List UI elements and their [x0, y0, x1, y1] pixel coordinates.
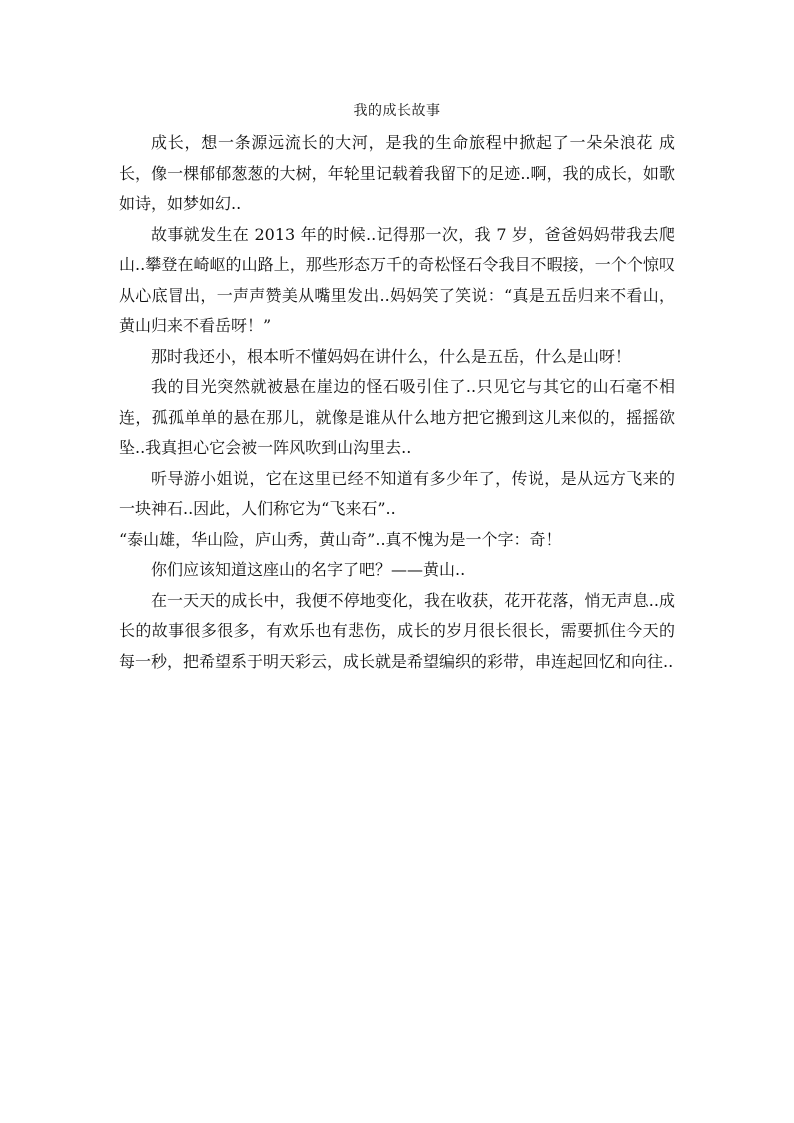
document-title: 我的成长故事 — [353, 103, 441, 119]
document-body — [119, 128, 675, 677]
paragraph-4: 我的目光突然就被悬在崖边的怪石吸引住了..只见它与其它的山石毫不相连，孤孤单单的悬在那儿，就像是谁从什么地方把它搬到这儿来似的，摇摇欲坠..我真担心它会被一阵风吹到山沟里去.. — [119, 377, 675, 457]
paragraph-1: 成长，想一条源远流长的大河，是我的生命旅程中掀起了一朵朵浪花 成长，像一棵郁郁葱葱的大树，年轮里记载着我留下的足迹..啊，我的成长，如歌如诗，如梦如幻.. — [119, 133, 675, 213]
paragraph-8: 在一天天的成长中，我便不停地变化，我在收获，花开花落，悄无声息..成长的故事很多很多，有欢乐也有悲伤，成长的岁月很长很长，需要抓住今天的每一秒，把希望系于明天彩云，成长就是希望编织的彩带，串连起回忆和向往.. — [119, 590, 675, 671]
paragraph-2: 故事就发生在 2013 年的时候..记得那一次，我 7 岁，爸爸妈妈带我去爬山..攀登在崎岖的山路上，那些形态万千的奇松怪石令我目不暇接，一个个惊叹从心底冒出，一声声赞美从嘴里发出..妈妈笑了笑说：“真是五岳归来不看山，黄山归来不看岳呀！” — [119, 224, 675, 335]
paragraph-3: 那时我还小，根本听不懂妈妈在讲什么，什么是五岳，什么是山呀！ — [151, 346, 632, 366]
paragraph-7: 你们应该知道这座山的名字了吧？——黄山.. — [151, 560, 466, 579]
paragraph-6: “泰山雄，华山险，庐山秀，黄山奇”..真不愧为是一个字：奇！ — [119, 529, 562, 549]
paragraph-5: 听导游小姐说，它在这里已经不知道有多少年了，传说，是从远方飞来的一块神石..因此，人们称它为“飞来石”.. — [119, 468, 675, 518]
